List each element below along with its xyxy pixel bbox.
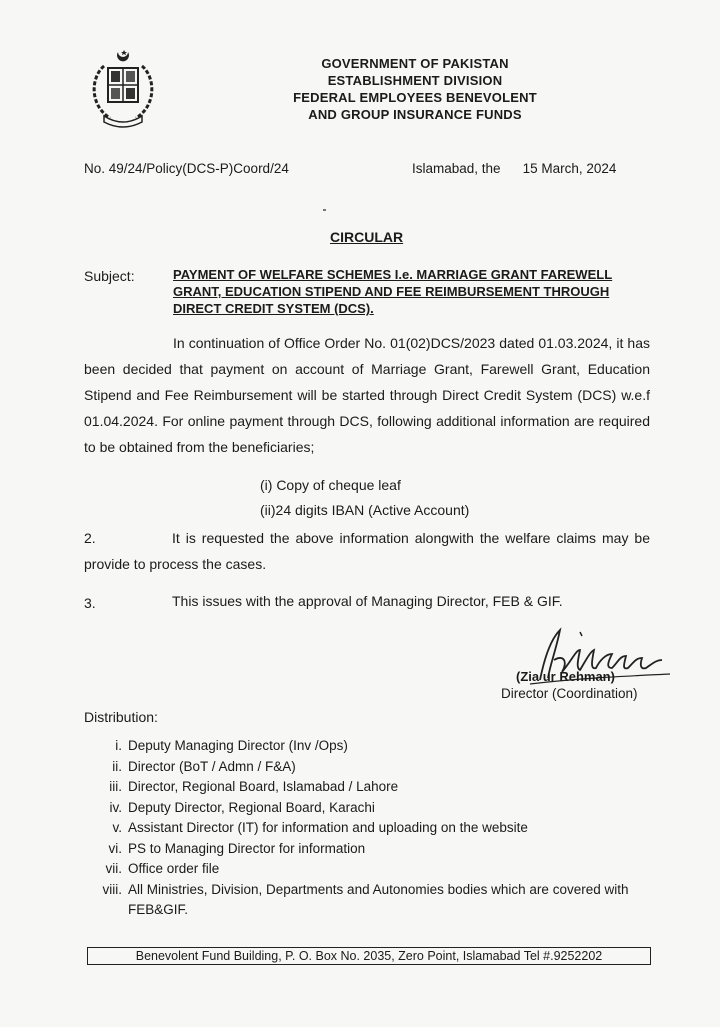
issue-date: 15 March, 2024: [522, 161, 617, 176]
list-item: [84, 798, 654, 819]
distribution-list: [84, 736, 654, 921]
paragraph-2-number: 2.: [84, 530, 96, 546]
list-item-text: All Ministries, Division, Departments and Autonomies bodies which are covered with FEB&GIF.: [128, 881, 629, 917]
letterhead: [290, 55, 540, 123]
list-item-text: Director (BoT / Admn / F&A): [128, 758, 296, 774]
paragraph-2: It is requested the above information alongwith the welfare claims may be provide to process the cases.: [84, 530, 650, 572]
list-item: [84, 859, 654, 880]
footer-address: Benevolent Fund Building, P. O. Box No. 2035, Zero Point, Islamabad Tel #.9252202: [87, 947, 651, 965]
list-item-number: ii.: [112, 758, 122, 774]
list-item: [84, 839, 654, 860]
state-emblem-icon: [78, 48, 168, 130]
reference-number: No. 49/24/Policy(DCS-P)Coord/24: [84, 161, 289, 176]
subject-text: PAYMENT OF WELFARE SCHEMES I.e. MARRIAGE GRANT FAREWELL GRANT, EDUCATION STIPEND AND FEE REIMBURSEMENT THROUGH DIRECT CREDIT SYSTEM (DCS).: [173, 267, 613, 316]
requirement-item: (i) Copy of cheque leaf: [260, 477, 401, 493]
letterhead-line-2: ESTABLISHMENT DIVISION: [327, 73, 503, 88]
signatory-name: (Zia ur Rehman): [516, 669, 615, 684]
list-item-number: v.: [112, 820, 122, 835]
document-title: CIRCULAR: [330, 229, 404, 245]
signatory-designation: Director (Coordination): [501, 686, 638, 701]
subject-label: Subject:: [84, 268, 135, 284]
list-item-number: vi.: [108, 840, 122, 856]
scan-speck: [323, 209, 326, 211]
list-item-number: iv.: [109, 799, 122, 815]
paragraph-3: This issues with the approval of Managing Director, FEB & GIF.: [172, 593, 563, 609]
list-item-text: Director, Regional Board, Islamabad / Lahore: [128, 779, 399, 794]
list-item-text: Office order file: [128, 861, 220, 876]
requirement-item: (ii)24 digits IBAN (Active Account): [260, 502, 470, 518]
list-item-number: viii.: [102, 881, 122, 897]
place-and-date: [412, 161, 616, 176]
requirement-list: [260, 473, 469, 523]
list-item-number: iii.: [109, 779, 122, 794]
list-item-text: Assistant Director (IT) for information and uploading on the website: [128, 820, 528, 835]
paragraph-1: In continuation of Office Order No. 01(02)DCS/2023 dated 01.03.2024, it has been decided that payment on account of Marriage Grant, Farewell Grant, Education Stipend and Fee Reimbursement will be started through Direct Credit System (DCS) w.e.f 01.04.2024. For online payment through DCS, following additional information are required to be obtained from the beneficiaries;: [84, 335, 650, 455]
letterhead-line-1: GOVERNMENT OF PAKISTAN: [321, 56, 509, 71]
list-item-text: Deputy Director, Regional Board, Karachi: [128, 799, 375, 815]
letterhead-line-4: AND GROUP INSURANCE FUNDS: [308, 107, 522, 122]
list-item: [84, 757, 654, 778]
list-item-text: Deputy Managing Director (Inv /Ops): [128, 738, 348, 753]
letterhead-line-3: FEDERAL EMPLOYEES BENEVOLENT: [293, 90, 537, 105]
list-item-number: vii.: [105, 861, 122, 876]
place-text: Islamabad, the: [412, 161, 501, 176]
distribution-title: Distribution:: [84, 709, 158, 725]
list-item-number: i.: [115, 738, 122, 753]
paragraph-3-number: 3.: [84, 595, 96, 611]
list-item-text: PS to Managing Director for information: [128, 840, 366, 856]
list-item: [84, 777, 654, 798]
list-item: [84, 880, 654, 921]
list-item: [84, 736, 654, 757]
list-item: [84, 818, 654, 839]
